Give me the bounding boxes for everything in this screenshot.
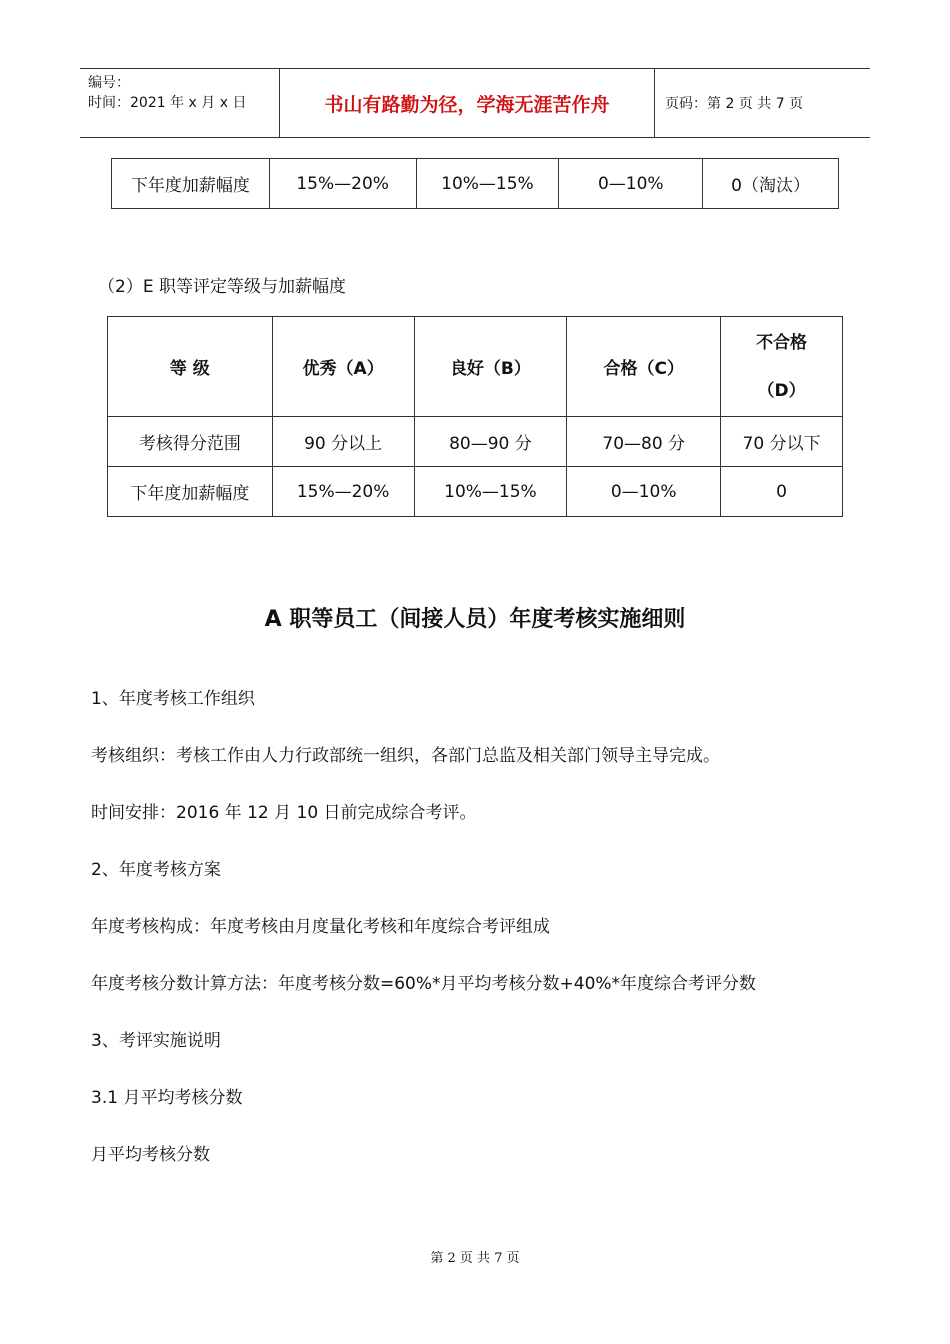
paragraph: 月平均考核分数: [91, 1145, 210, 1165]
table-cell: 15%—20%: [269, 159, 416, 209]
time-label: 时间：2021 年 x 月 x 日: [88, 95, 247, 111]
header-cell-fail: [721, 317, 843, 417]
table-cell: 考核得分范围: [108, 417, 273, 467]
header-motto: 书山有路勤为径，学海无涯苦作舟: [280, 69, 655, 137]
table-cell: 0—10%: [567, 467, 721, 517]
page-footer: 第 2 页 共 7 页: [430, 1251, 520, 1266]
table-cell: 90 分以上: [272, 417, 414, 467]
header-page-info: 页码：第 2 页 共 7 页: [665, 96, 804, 112]
table-cell: 70 分以下: [721, 417, 843, 467]
header-meta: [80, 69, 280, 137]
table-row: [108, 417, 843, 467]
serial-label: 编号：: [88, 75, 130, 91]
table-cell: 0: [721, 467, 843, 517]
heading-3: 3、考评实施说明: [91, 1031, 221, 1051]
raise-table-continued: [111, 158, 839, 209]
table-row: [108, 467, 843, 517]
paragraph: 年度考核分数计算方法：年度考核分数=60%*月平均考核分数+40%*年度综合考评分数: [91, 974, 757, 994]
table-cell: 0（淘汰）: [703, 159, 839, 209]
page-header: [80, 68, 870, 138]
paragraph: 时间安排：2016 年 12 月 10 日前完成综合考评。: [91, 803, 477, 823]
header-cell: 优秀（A）: [272, 317, 414, 417]
table-cell: 下年度加薪幅度: [108, 467, 273, 517]
table-caption: （2）E 职等评定等级与加薪幅度: [98, 277, 346, 297]
table-cell: 15%—20%: [272, 467, 414, 517]
table-cell: 下年度加薪幅度: [112, 159, 270, 209]
table-header-row: [108, 317, 843, 417]
table-cell: 70—80 分: [567, 417, 721, 467]
header-cell: 合格（C）: [567, 317, 721, 417]
table-row: [112, 159, 839, 209]
paragraph: 考核组织：考核工作由人力行政部统一组织，各部门总监及相关部门领导主导完成。: [91, 746, 720, 766]
subheading: 3.1 月平均考核分数: [91, 1088, 243, 1108]
table-cell: 10%—15%: [416, 159, 559, 209]
table-cell: 80—90 分: [414, 417, 567, 467]
header-cell: 良好（B）: [414, 317, 567, 417]
table-cell: 0—10%: [559, 159, 703, 209]
paragraph: 年度考核构成：年度考核由月度量化考核和年度综合考评组成: [91, 917, 550, 937]
header-cell: 等 级: [108, 317, 273, 417]
header-fail-label: 不合格: [756, 332, 808, 353]
heading-1: 1、年度考核工作组织: [91, 689, 255, 709]
table-cell: 10%—15%: [414, 467, 567, 517]
grade-raise-table: [107, 316, 843, 517]
header-fail-code: （D）: [757, 380, 806, 401]
section-title: A 职等员工（间接人员）年度考核实施细则: [264, 607, 686, 632]
heading-2: 2、年度考核方案: [91, 860, 221, 880]
